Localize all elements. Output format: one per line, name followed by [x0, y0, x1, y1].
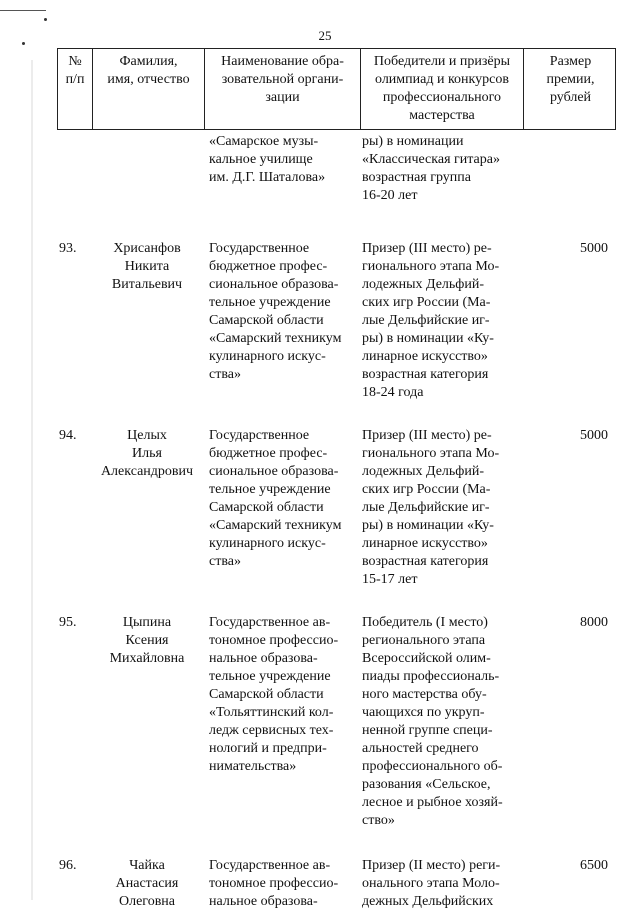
cell-prize: 5000: [580, 428, 608, 443]
cell-prize: 8000: [580, 615, 608, 630]
cell-prize: 6500: [580, 858, 608, 873]
cell-name: Чайка Анастасия Олеговна: [115, 858, 179, 909]
cell-org: Государственное ав- тономное профессио- нальное образова-: [209, 858, 339, 909]
cell-name: Целых Илья Александрович: [100, 428, 194, 479]
cell-award: ры) в номинации «Классическая гитара» возрастная группа 16-20 лет: [362, 134, 500, 203]
header-num: № п/п: [65, 54, 85, 87]
scan-mark-line: [0, 10, 46, 11]
scan-edge-shadow: [31, 60, 33, 900]
cell-award: Победитель (I место) регионального этапа Всероссийской олим- пиады профессиональ- ного мастерства обу- чающихся по укруп- ненной группе специ- альностей среднего профессионального об- разования «Сельское, лесное и рыбное хозяй- ство»: [362, 615, 503, 828]
scan-dot: [22, 42, 25, 45]
header-award: Победители и призёры олимпиад и конкурсов профессионального мастерства: [360, 49, 523, 129]
cell-org: «Самарское музы- кальное училище им. Д.Г. Шаталова»: [209, 134, 326, 185]
cell-org: Государственное бюджетное профес- сиональное образова- тельное учреждение Самарской области «Самарский техникум кулинарного искус- ства»: [209, 428, 342, 569]
cell-award: Призер (II место) реги- онального этапа Моло- дежных Дельфийских: [362, 858, 501, 909]
cell-prize: 5000: [580, 241, 608, 256]
cell-num: 96.: [59, 858, 77, 873]
cell-award: Призер (III место) ре- гионального этапа Мо- лодежных Дельфий- ских игр России (Ма- лые Дельфийские иг- ры) в номинации «Ку- линарное искусство» возрастная категория 18-24 года: [362, 241, 500, 400]
header-prize: Размер премии, рублей: [523, 49, 617, 129]
table-header: [57, 48, 616, 130]
cell-name: Хрисанфов Никита Витальевич: [111, 241, 183, 292]
cell-num: [57, 133, 91, 205]
table-row-continuation: [57, 133, 616, 205]
cell-org: Государственное ав- тономное профессио- нальное образова- тельное учреждение Самарской области «Тольяттинский кол- ледж сервисных тех- нологий и предпри- нимательства»: [209, 615, 339, 774]
awards-table: [57, 48, 616, 911]
cell-name: [91, 133, 203, 205]
cell-num: 94.: [59, 428, 77, 443]
scan-dot: [44, 18, 47, 21]
header-name: Фамилия, имя, отчество: [92, 49, 204, 129]
table-row: [57, 614, 616, 830]
cell-prize: [522, 133, 616, 205]
header-org: Наименование обра- зовательной органи- зации: [204, 49, 360, 129]
cell-award: Призер (III место) ре- гионального этапа Мо- лодежных Дельфий- ских игр России (Ма- лые Дельфийские иг- ры) в номинации «Ку- линарное искусство» возрастная категория 15-17 лет: [362, 428, 500, 587]
cell-num: 93.: [59, 241, 77, 256]
cell-org: Государственное бюджетное профес- сиональное образова- тельное учреждение Самарской области «Самарский техникум кулинарного искус- ства»: [209, 241, 342, 382]
page-number: 25: [318, 28, 332, 43]
cell-name: Цыпина Ксения Михайловна: [109, 615, 185, 666]
table-row: [57, 427, 616, 589]
table-row: [57, 240, 616, 402]
cell-num: 95.: [59, 615, 77, 630]
table-row: [57, 857, 616, 911]
